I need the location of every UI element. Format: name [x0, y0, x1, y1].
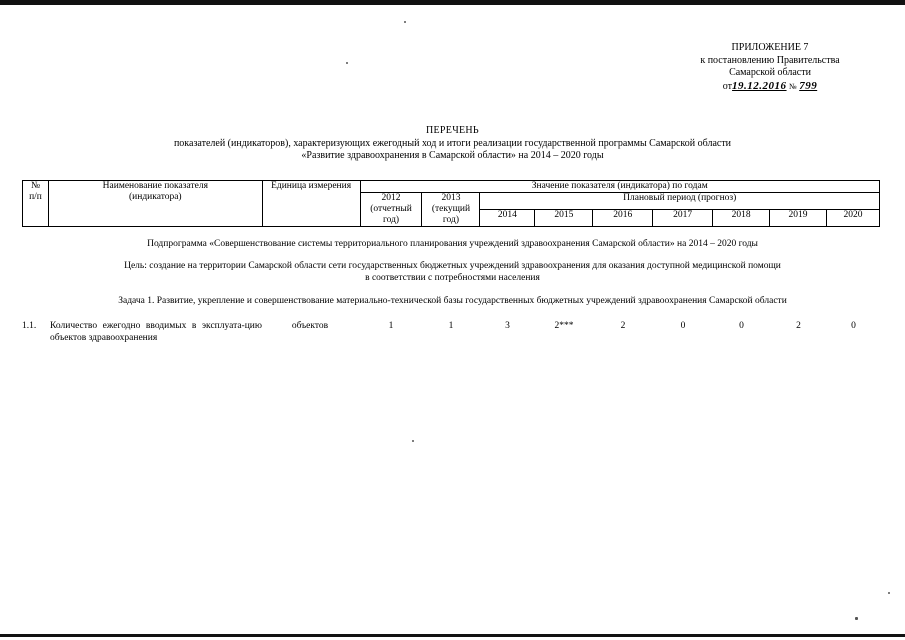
page-top-border [0, 0, 905, 5]
col-name-label: Наименование показателя [102, 181, 208, 191]
scan-speck [888, 592, 890, 594]
row-value-2020: 0 [851, 321, 856, 331]
col-year-2015: 2015 [535, 210, 593, 227]
col-year-2019: 2019 [770, 210, 827, 227]
date-prefix: от [722, 80, 733, 92]
col-number-label: № [30, 181, 41, 191]
title-main: ПЕРЕЧЕНЬ [426, 125, 479, 136]
year-2012-sublabel: (отчетный год) [370, 204, 412, 225]
handwritten-number: 799 [799, 79, 818, 92]
appendix-region-line: Самарской области [729, 67, 811, 78]
row-unit: объектов [291, 321, 329, 331]
scan-speck [346, 62, 348, 64]
year-2012-label: 2012 [381, 193, 401, 203]
title-line-1: показателей (индикаторов), характеризующих ежегодный ход и итоги реализации государственной программы Самарской области [173, 137, 732, 149]
row-number: 1.1. [22, 321, 37, 331]
appendix-header [640, 42, 900, 93]
task-heading: Задача 1. Развитие, укрепление и совершенствование материально-технической базы государственных бюджетных учреждений здравоохранения Самарской области [118, 296, 787, 306]
appendix-date-line [640, 80, 900, 94]
subprogram-heading: Подпрограмма «Совершенствование системы территориального планирования учреждений здравоохранения Самарской области» на 2014 – 2020 годы [147, 239, 758, 249]
goal-text [0, 260, 905, 284]
row-value-2016: 2 [620, 321, 626, 331]
row-value-2015: 2*** [554, 321, 574, 331]
document-title [0, 125, 905, 163]
row-value-2018: 0 [739, 321, 744, 331]
goal-line-1: Цель: создание на территории Самарской области сети государственных бюджетных учреждений здравоохранения для оказания доступной медицинской помощи [124, 261, 781, 271]
handwritten-date: 19.12.2016 [732, 79, 787, 92]
col-year-2016: 2016 [593, 210, 653, 227]
col-unit-header: Единица измерения [262, 181, 360, 227]
col-name-sublabel: (индикатора) [129, 192, 182, 202]
col-year-2017: 2017 [653, 210, 713, 227]
row-indicator-name: Количество ежегодно вводимых в эксплуата-цию объектов здравоохранения [50, 321, 262, 343]
row-value-2014: 3 [505, 321, 510, 331]
col-year-2014: 2014 [480, 210, 535, 227]
scan-speck [855, 617, 858, 620]
page-bottom-border [0, 634, 905, 637]
col-year-2012 [360, 193, 422, 227]
col-number-header [23, 181, 49, 227]
col-number-sublabel: п/п [29, 192, 42, 202]
col-name-header [48, 181, 262, 227]
row-value-2013: 1 [448, 321, 454, 331]
col-year-2018: 2018 [713, 210, 770, 227]
row-value-2017: 0 [680, 321, 686, 331]
col-year-2013 [422, 193, 480, 227]
col-plan-period-header: Плановый период (прогноз) [480, 193, 880, 210]
indicators-table-header [22, 180, 880, 227]
appendix-title: ПРИЛОЖЕНИЕ 7 [731, 42, 809, 53]
number-label: № [789, 81, 797, 91]
row-value-2012: 1 [388, 321, 394, 331]
col-values-header: Значение показателя (индикатора) по годам [360, 181, 879, 193]
year-2013-label: 2013 [441, 193, 461, 203]
row-value-2019: 2 [796, 321, 801, 331]
scan-speck [412, 440, 414, 442]
col-year-2020: 2020 [826, 210, 879, 227]
appendix-decree-line: к постановлению Правительства [700, 54, 840, 66]
goal-line-2: в соответствии с потребностями населения [365, 273, 540, 283]
year-2013-sublabel: (текущий год) [431, 204, 471, 225]
title-line-2: «Развитие здравоохранения в Самарской области» на 2014 – 2020 годы [301, 150, 604, 161]
scan-speck [404, 21, 406, 23]
